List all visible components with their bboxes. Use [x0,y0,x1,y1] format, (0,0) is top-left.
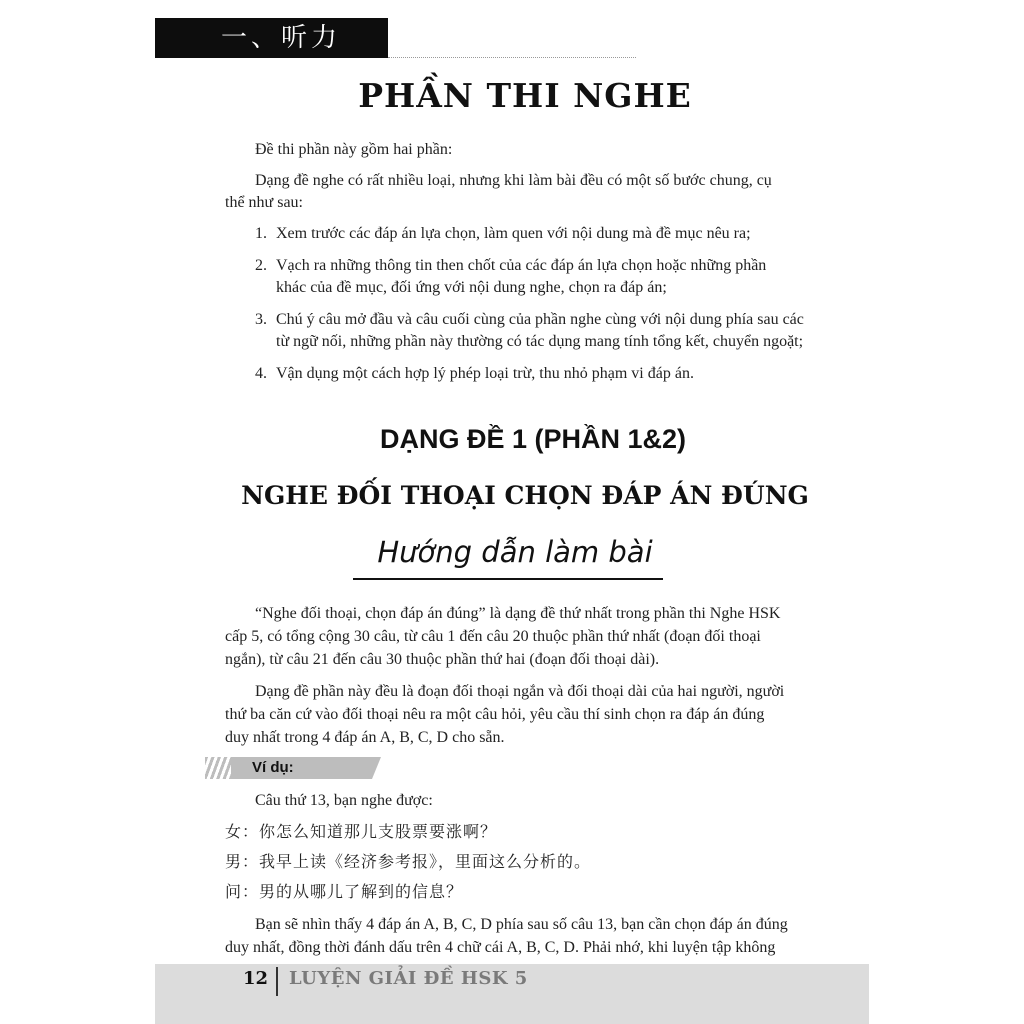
body-line: duy nhất, đồng thời đánh dấu trên 4 chữ cái A, B, C, D. Phải nhớ, khi luyện tập không [225,939,776,956]
step-number: 2. [255,257,267,274]
footer-separator [276,967,278,996]
dialogue-line: 女：你怎么知道那儿支股票要涨啊？ [225,822,498,841]
body-line: ngắn), từ câu 21 đến câu 30 thuộc phần thứ hai (đoạn đối thoại dài). [225,651,660,668]
body-line: “Nghe đối thoại, chọn đáp án đúng” là dạng đề thứ nhất trong phần thi Nghe HSK [255,605,781,622]
guide-title: Hướng dẫn làm bài [377,535,653,569]
example-stripes [205,757,231,779]
chapter-header: 一、听力 [155,18,388,58]
dialogue-line: 问：男的从哪儿了解到的信息？ [225,882,464,901]
guide-underline [353,578,663,580]
book-title: LUYỆN GIẢI ĐỀ HSK 5 [289,968,528,989]
body-line: thứ ba căn cứ vào đối thoại nêu ra một câu hỏi, yêu cầu thí sinh chọn ra đáp án đúng [225,706,765,723]
book-page [155,0,869,1024]
step-text: từ ngữ nối, những phần này thường có tác dụng mang tính tổng kết, chuyển ngoặt; [276,333,804,350]
step-number: 3. [255,311,267,328]
body-line: duy nhất trong 4 đáp án A, B, C, D cho sẵn. [225,729,505,746]
intro-line: Đề thi phần này gồm hai phần: [255,141,453,158]
step-number: 1. [255,225,267,242]
example-intro: Câu thứ 13, bạn nghe được: [255,792,433,809]
page-number: 12 [243,968,269,989]
section-heading: DẠNG ĐỀ 1 (PHẦN 1&2) [379,424,687,454]
intro-line: thể như sau: [225,194,303,211]
intro-line: Dạng đề nghe có rất nhiều loại, nhưng khi làm bài đều có một số bước chung, cụ [255,172,772,189]
dialogue-line: 男：我早上读《经济参考报》，里面这么分析的。 [225,852,592,871]
body-line: Bạn sẽ nhìn thấy 4 đáp án A, B, C, D phía sau số câu 13, bạn cần chọn đáp án đúng [255,916,788,933]
page-title: PHẦN THI NGHE [358,76,692,115]
step-text: Vạch ra những thông tin then chốt của các đáp án lựa chọn hoặc những phần [276,257,767,274]
step-text: Chú ý câu mở đầu và câu cuối cùng của phần nghe cùng với nội dung phía sau các [276,311,804,328]
body-line: Dạng đề phần này đều là đoạn đối thoại ngắn và đối thoại dài của hai người, người [255,683,785,700]
step-text: khác của đề mục, đối ứng với nội dung nghe, chọn ra đáp án; [276,279,667,296]
body-line: cấp 5, có tổng cộng 30 câu, từ câu 1 đến câu 20 thuộc phần thứ nhất (đoạn đối thoại [225,628,761,645]
header-divider [388,57,636,58]
example-label: Ví dụ: [252,759,294,776]
step-number: 4. [255,365,267,382]
step-text: Vận dụng một cách hợp lý phép loại trừ, thu nhỏ phạm vi đáp án. [276,365,694,382]
step-text: Xem trước các đáp án lựa chọn, làm quen với nội dung mà đề mục nêu ra; [276,225,751,242]
section-subheading: NGHE ĐỐI THOẠI CHỌN ĐÁP ÁN ĐÚNG [241,481,809,510]
